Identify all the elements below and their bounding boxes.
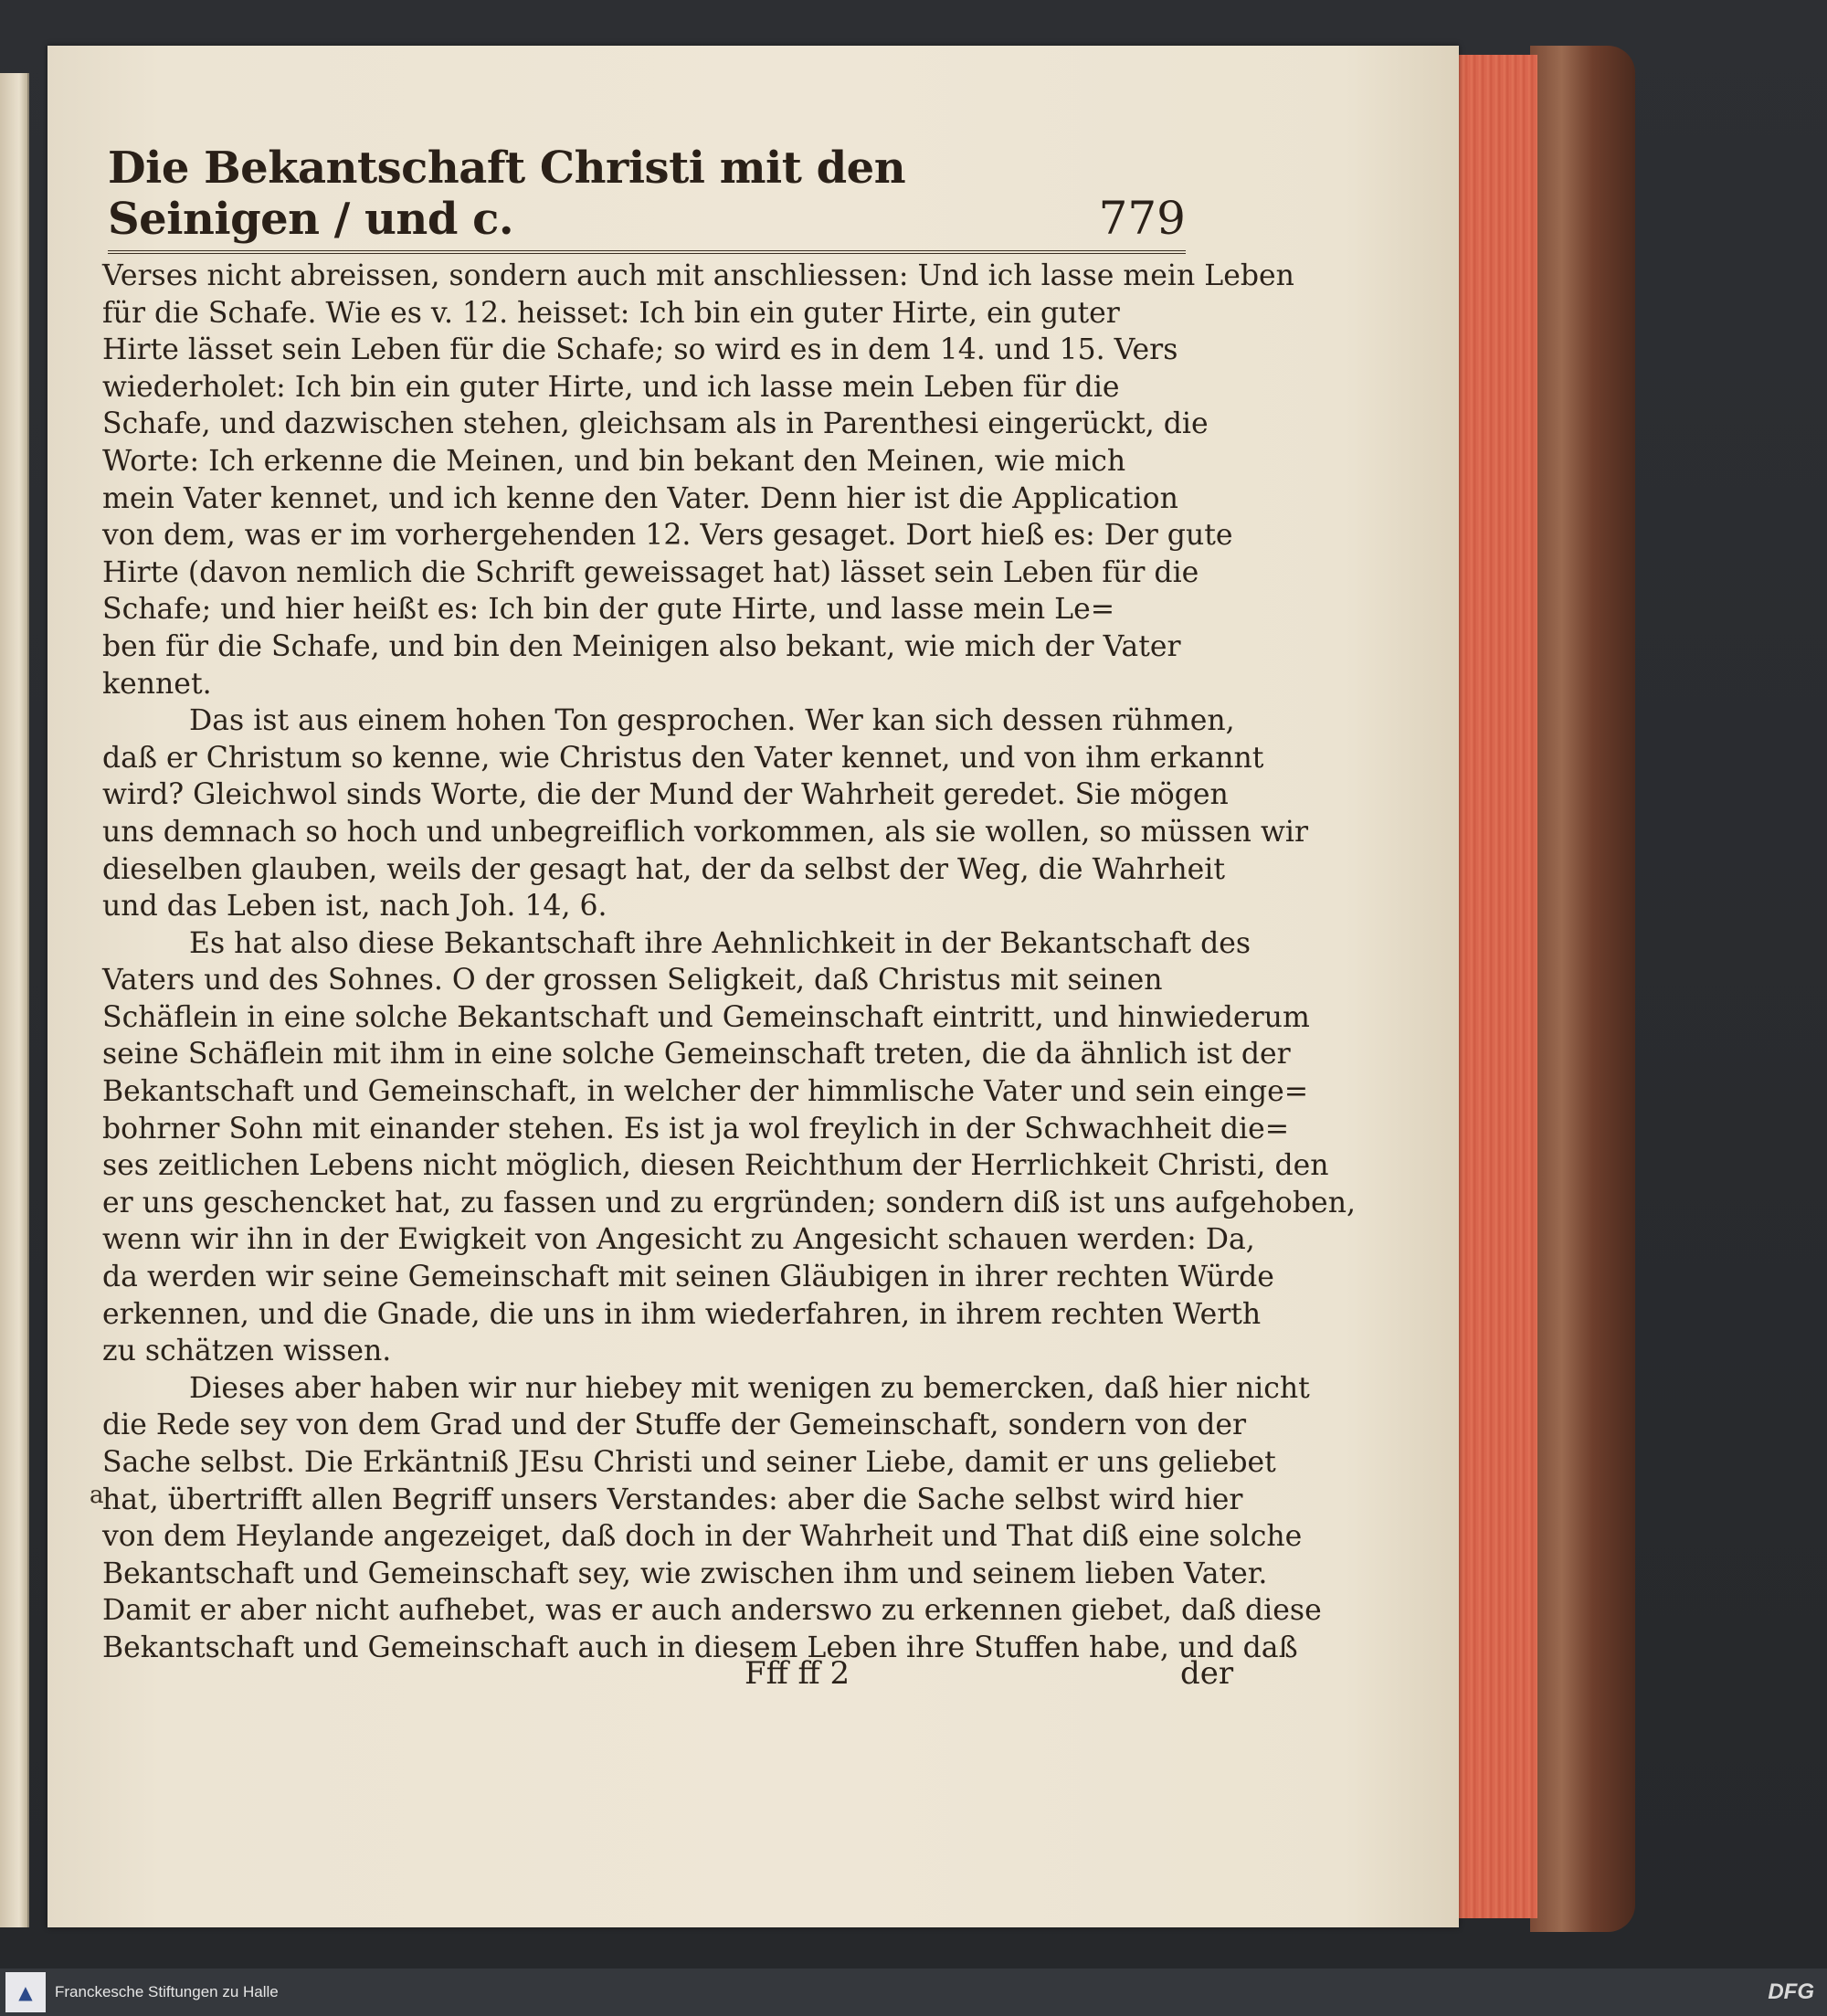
running-head-title: Die Bekantschaft Christi mit den Seinigen / und c. xyxy=(108,142,906,245)
text-line: Schafe, und dazwischen stehen, gleichsam als in Parenthesi eingerückt, die xyxy=(102,407,1209,441)
text-line: Bekantschaft und Gemeinschaft, in welcher der himmlische Vater und sein einge= xyxy=(102,1075,1309,1109)
text-line: Dieses aber haben wir nur hiebey mit wenigen zu bemercken, daß hier nicht xyxy=(189,1371,1310,1405)
text-line: Bekantschaft und Gemeinschaft sey, wie zwischen ihm und seinem lieben Vater. xyxy=(102,1557,1268,1590)
institution-logo-icon: ▲ xyxy=(5,1972,46,2012)
text-line: erkennen, und die Gnade, die uns in ihm wiederfahren, in ihrem rechten Werth xyxy=(102,1297,1262,1331)
text-line: Schafe; und hier heißt es: Ich bin der gute Hirte, und lasse mein Le= xyxy=(102,593,1115,627)
text-line: uns demnach so hoch und unbegreiflich vorkommen, als sie wollen, so müssen wir xyxy=(102,815,1309,849)
text-line: seine Schäflein mit ihm in eine solche Gemeinschaft treten, die da ähnlich ist der xyxy=(102,1038,1291,1071)
text-line: ses zeitlichen Lebens nicht möglich, diesen Reichthum der Herrlichkeit Christi, den xyxy=(102,1149,1329,1183)
institution-name[interactable]: Franckesche Stiftungen zu Halle xyxy=(55,1983,279,2000)
text-line: hat, übertrifft allen Begriff unsers Verstandes: aber die Sache selbst wird hier xyxy=(102,1483,1243,1516)
text-line: und das Leben ist, nach Joh. 14, 6. xyxy=(102,890,607,924)
text-line: Schäflein in eine solche Bekantschaft und Gemeinschaft eintritt, und hinwiederum xyxy=(102,1000,1310,1034)
text-line: für die Schafe. Wie es v. 12. heisset: Ich bin ein guter Hirte, ein guter xyxy=(102,296,1120,330)
text-line: Es hat also diese Bekantschaft ihre Aehnlichkeit in der Bekantschaft des xyxy=(189,926,1251,960)
text-line: Hirte (davon nemlich die Schrift geweissaget hat) lässet sein Leben für die xyxy=(102,555,1199,589)
text-line: wenn wir ihn in der Ewigkeit von Angesicht zu Angesicht schauen werden: Da, xyxy=(102,1223,1255,1257)
running-head xyxy=(108,142,1186,254)
text-line: wird? Gleichwol sinds Worte, die der Mund der Wahrheit geredet. Sie mögen xyxy=(102,778,1229,812)
book-cover-edge xyxy=(1530,46,1635,1932)
dfg-logo: DFG xyxy=(1768,1979,1814,2004)
text-line: zu schätzen wissen. xyxy=(102,1335,392,1368)
text-line: Worte: Ich erkenne die Meinen, und bin bekant den Meinen, wie mich xyxy=(102,444,1126,478)
text-line: Sache selbst. Die Erkäntniß JEsu Christi und seiner Liebe, damit er uns geliebet xyxy=(102,1446,1276,1479)
text-line: Vaters und des Sohnes. O der grossen Seligkeit, daß Christus mit seinen xyxy=(102,964,1163,997)
text-line: wiederholet: Ich bin ein guter Hirte, und ich lasse mein Leben für die xyxy=(102,370,1120,404)
text-line: Damit er aber nicht aufhebet, was er auch anderswo zu erkennen giebet, daß diese xyxy=(102,1594,1322,1628)
body-text xyxy=(102,258,1356,1667)
text-line: Verses nicht abreissen, sondern auch mit anschliessen: Und ich lasse mein Leben xyxy=(102,259,1294,292)
text-line: Hirte lässet sein Leben für die Schafe; so wird es in dem 14. und 15. Vers xyxy=(102,333,1178,367)
text-line: mein Vater kennet, und ich kenne den Vater. Denn hier ist die Application xyxy=(102,481,1178,515)
signature-mark: Fff ff 2 xyxy=(745,1655,850,1692)
text-line: von dem, was er im vorhergehenden 12. Vers gesaget. Dort hieß es: Der gute xyxy=(102,519,1233,553)
text-line: daß er Christum so kenne, wie Christus den Vater kennet, und von ihm erkannt xyxy=(102,741,1264,775)
text-line: Bekantschaft und Gemeinschaft auch in diesem Leben ihre Stuffen habe, und daß xyxy=(102,1631,1298,1664)
footer-bar xyxy=(0,1969,1827,2016)
left-page-edge xyxy=(0,73,29,1927)
margin-mark: a xyxy=(90,1482,104,1509)
text-line: von dem Heylande angezeiget, daß doch in der Wahrheit und That diß eine solche xyxy=(102,1520,1303,1554)
catchword: der xyxy=(1180,1655,1234,1692)
text-line: Das ist aus einem hohen Ton gesprochen. Wer kan sich dessen rühmen, xyxy=(189,704,1235,738)
text-line: kennet. xyxy=(102,667,212,701)
text-line: die Rede sey von dem Grad und der Stuffe der Gemeinschaft, sondern von der xyxy=(102,1409,1247,1442)
text-line: da werden wir seine Gemeinschaft mit seinen Gläubigen in ihrer rechten Würde xyxy=(102,1261,1274,1294)
text-line: ben für die Schafe, und bin den Meinigen also bekant, wie mich der Vater xyxy=(102,629,1181,663)
text-line: er uns geschencket hat, zu fassen und zu ergründen; sondern diß ist uns aufgehoben, xyxy=(102,1186,1356,1219)
page-number: 779 xyxy=(1098,192,1186,245)
text-line: bohrner Sohn mit einander stehen. Es ist ja wol freylich in der Schwachheit die= xyxy=(102,1112,1290,1145)
text-line: dieselben glauben, weils der gesagt hat, der da selbst der Weg, die Wahrheit xyxy=(102,852,1225,886)
